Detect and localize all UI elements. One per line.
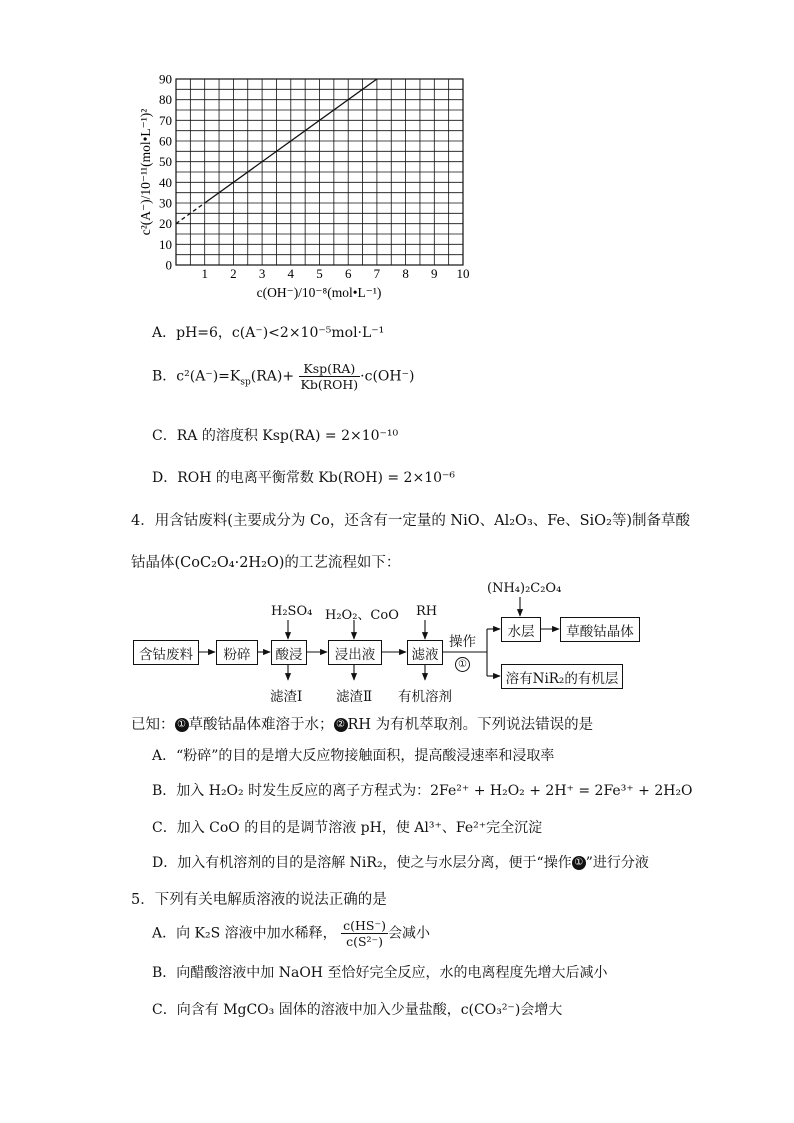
x-tick-label: 9 (431, 266, 438, 281)
q4-option-d-prefix: D．加入有机溶剂的目的是溶解 NiR₂，使之与水层分离，便于“操作 (152, 855, 572, 871)
flow-residue2: 滤渣Ⅱ (336, 689, 373, 705)
flow-box-leachate: 浸出液 (328, 640, 382, 665)
q3-option-b-prefix: B．c²(A⁻)=K (152, 368, 241, 385)
q5-option-a-prefix: A．向 K₂S 溶液中加水稀释， (152, 925, 337, 942)
y-tick-label: 90 (159, 71, 172, 87)
x-tick-label: 4 (287, 266, 295, 281)
y-tick-label: 70 (159, 112, 172, 128)
q5-option-a (152, 918, 430, 949)
q4-known-2: RH 为有机萃取剂。下列说法错误的是 (347, 717, 594, 733)
q4-known (131, 713, 593, 734)
q3-option-b-mid: (RA)+ (250, 368, 295, 385)
flow-box-product: 草酸钴晶体 (560, 617, 640, 642)
y-tick-label: 30 (159, 195, 172, 211)
q4-option-a: A．“粉碎”的目的是增大反应物接触面积，提高酸浸速率和浸取率 (152, 748, 555, 764)
x-tick-label: 2 (230, 266, 237, 281)
y-tick-label: 10 (159, 236, 172, 252)
filled-circle-one-icon: ① (175, 718, 189, 732)
q3-b-frac-num: Ksp(RA) (299, 361, 361, 377)
y-tick-label: 80 (159, 92, 172, 108)
q3-option-c: C．RA 的溶度积 Ksp(RA) = 2×10⁻¹⁰ (152, 428, 399, 444)
flow-box-filtrate: 滤液 (407, 640, 443, 665)
q4-option-d (152, 852, 649, 872)
flow-operation-number (455, 656, 470, 672)
q5-stem: 5．下列有关电解质溶液的说法正确的是 (131, 892, 387, 908)
x-axis-label: c(OH⁻)/10⁻⁸(mol•L⁻¹) (256, 285, 382, 300)
x-tick-label: 8 (402, 266, 409, 281)
q5-a-frac-den: c(S²⁻) (346, 934, 384, 949)
q4-known-1: 草酸钴晶体难溶于水； (188, 717, 334, 733)
q4-stem-line2: 钴晶体(CoC₂O₄·2H₂O)的工艺流程如下： (131, 555, 401, 571)
y-tick-label: 50 (159, 154, 172, 170)
q3-option-b-suffix: ·c(OH⁻) (360, 368, 415, 385)
x-tick-label: 7 (373, 266, 381, 281)
flow-reagent-h2o2: H₂O₂、CoO (325, 608, 399, 623)
x-tick-label: 6 (344, 266, 352, 281)
y-axis-label: c²(A⁻)/10⁻¹¹(mol•L⁻¹)² (138, 108, 153, 236)
q4-known-prefix: 已知： (131, 717, 175, 733)
flow-reagent-h2so4: H₂SO₄ (271, 604, 313, 619)
q3-option-a: A．pH=6，c(A⁻)<2×10⁻⁵mol·L⁻¹ (152, 325, 385, 341)
q5-option-a-fraction (341, 918, 388, 949)
flow-box-leach: 酸浸 (271, 640, 307, 665)
flow-residue1: 滤渣Ⅰ (270, 689, 303, 705)
flow-box-organic: 溶有NiR₂的有机层 (501, 664, 623, 689)
q4-option-b: B．加入 H₂O₂ 时发生反应的离子方程式为：2Fe²⁺ + H₂O₂ + 2H⁺ = 2Fe³⁺ + 2H₂O (152, 783, 693, 799)
y-tick-label: 60 (159, 133, 172, 149)
y-tick-label: 20 (159, 216, 172, 232)
x-tick-label: 5 (316, 266, 323, 281)
y-tick-label: 0 (165, 257, 172, 273)
y-tick-label: 40 (159, 174, 172, 190)
x-tick-label: 1 (201, 266, 208, 281)
circled-one-icon: ① (455, 657, 470, 672)
q4-stem-line1: 4．用含钴废料(主要成分为 Co，还含有一定量的 NiO、Al₂O₃、Fe、SiO₂等)制备草酸 (131, 513, 691, 529)
flow-reagent-rh: RH (416, 604, 438, 619)
q5-option-a-suffix: 会减小 (387, 925, 430, 942)
flow-box-crush: 粉碎 (216, 640, 258, 665)
flow-box-raw: 含钴废料 (133, 640, 199, 665)
q5-a-frac-num: c(HS⁻) (343, 918, 386, 933)
flow-operation-label: 操作 (449, 634, 476, 650)
x-tick-label: 3 (258, 266, 266, 281)
q4-option-d-suffix: ”进行分液 (585, 855, 649, 871)
q3-option-b-sub: sp (240, 377, 251, 388)
filled-circle-two-icon: ② (334, 718, 348, 732)
flow-box-water: 水层 (501, 617, 541, 642)
q3-b-frac-den: Kb(ROH) (300, 377, 359, 392)
x-tick-label: 10 (456, 266, 470, 281)
q3-option-d: D．ROH 的电离平衡常数 Kb(ROH) = 2×10⁻⁶ (152, 470, 456, 486)
flow-solvent: 有机溶剂 (398, 689, 452, 705)
flow-reagent-nh4: (NH₄)₂C₂O₄ (487, 581, 562, 596)
q4-option-c: C．加入 CoO 的目的是调节溶液 pH，使 Al³⁺、Fe²⁺完全沉淀 (152, 820, 543, 836)
q5-option-c: C．向含有 MgCO₃ 固体的溶液中加入少量盐酸，c(CO₃²⁻)会增大 (152, 1002, 563, 1018)
q5-option-b: B．向醋酸溶液中加 NaOH 至恰好完全反应，水的电离程度先增大后减小 (152, 965, 608, 981)
filled-circle-one-icon: ① (572, 856, 586, 870)
